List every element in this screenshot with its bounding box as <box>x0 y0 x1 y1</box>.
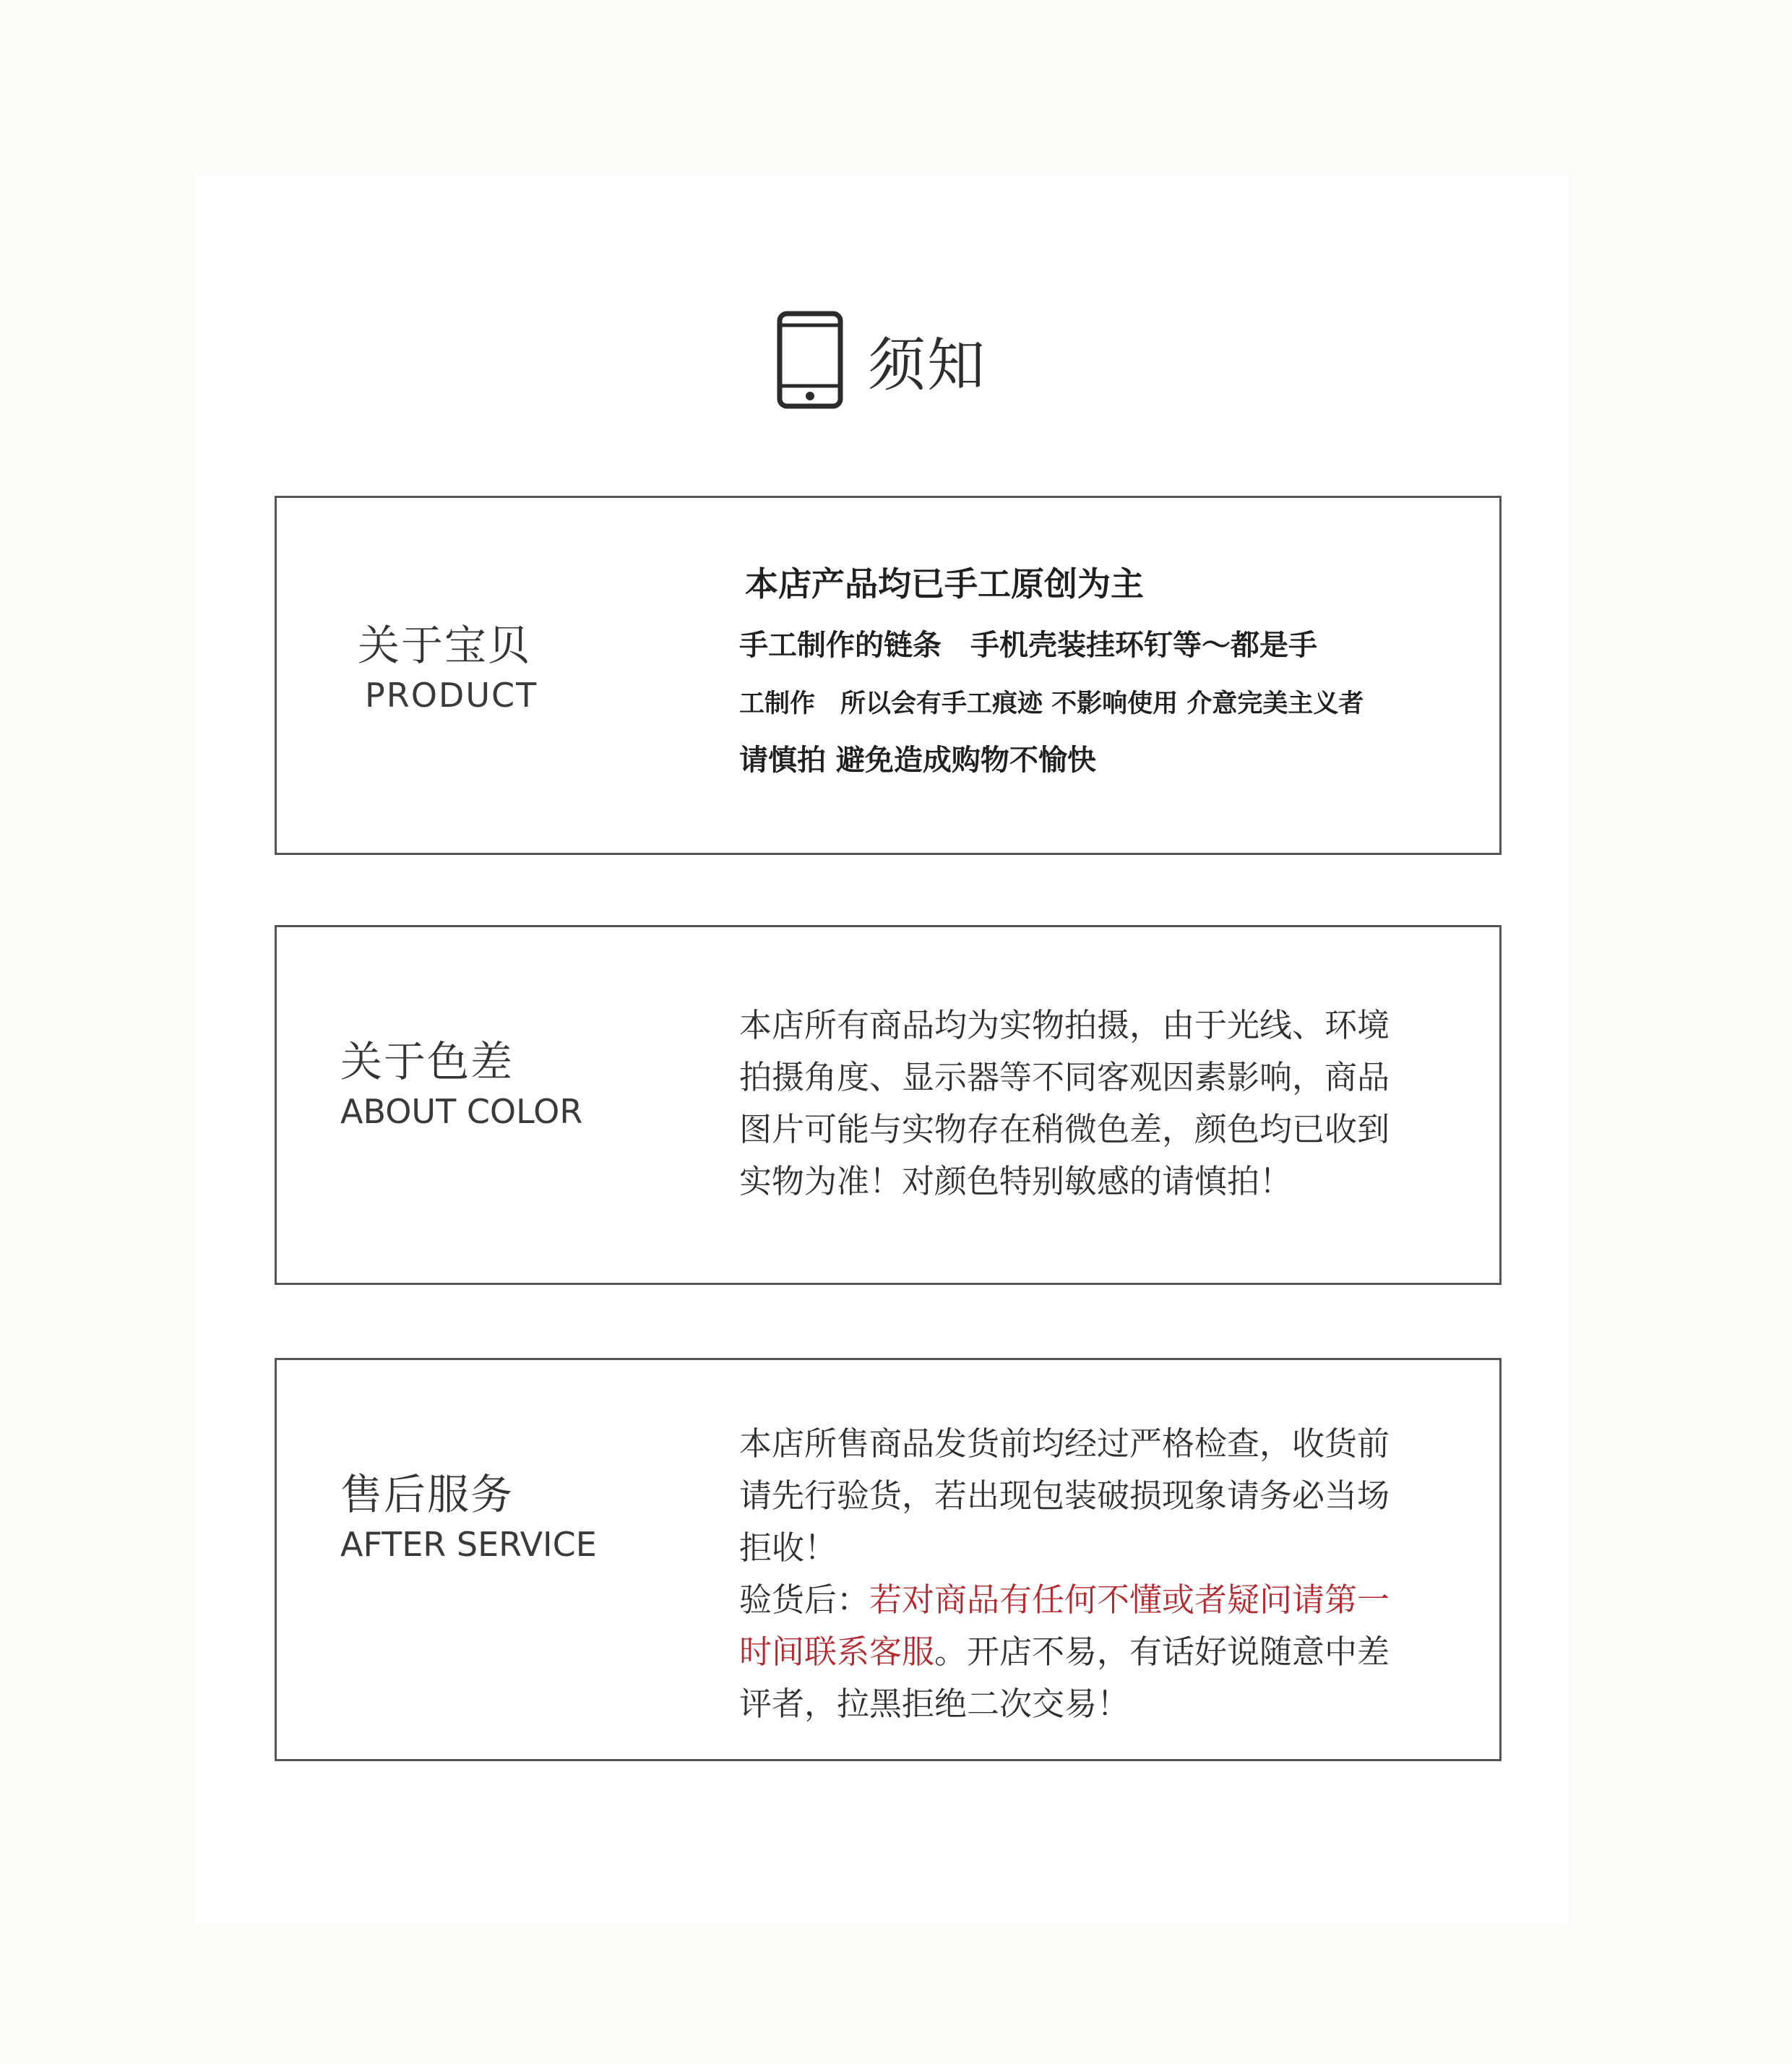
product-title-cn: 关于宝贝 <box>358 621 532 670</box>
product-line: 工制作 所以会有手工痕迹 不影响使用 介意完美主义者 <box>739 689 1364 718</box>
service-title-cn: 售后服务 <box>340 1470 514 1519</box>
color-label <box>340 1037 582 1133</box>
service-line-text: 。开店不易，有话好说随意中差 <box>934 1633 1390 1671</box>
color-line: 拍摄角度、显示器等不同客观因素影响，商品 <box>739 1058 1390 1096</box>
product-line: 请慎拍 避免造成购物不愉快 <box>739 744 1096 777</box>
service-highlight-text: 时间联系客服 <box>739 1633 935 1671</box>
product-title-en: PRODUCT <box>365 675 538 715</box>
product-line: 手工制作的链条 手机壳装挂环钉等～都是手 <box>739 629 1317 662</box>
service-title-en: AFTER SERVICE <box>340 1524 597 1564</box>
product-line: 本店产品均已手工原创为主 <box>745 564 1144 603</box>
product-text <box>739 563 1462 780</box>
product-section <box>275 496 1502 855</box>
color-text <box>739 999 1462 1208</box>
phone-icon <box>777 311 843 409</box>
header-title: 须知 <box>868 331 986 399</box>
service-highlight-text: 若对商品有任何不懂或者疑问请第一 <box>869 1581 1390 1619</box>
product-label <box>358 621 538 717</box>
service-line <box>739 1574 1462 1626</box>
color-title-en: ABOUT COLOR <box>340 1091 583 1131</box>
service-line: 请先行验货，若出现包装破损现象请务必当场 <box>739 1476 1390 1515</box>
service-line: 评者，拉黑拒绝二次交易！ <box>739 1685 1130 1723</box>
service-line: 本店所售商品发货前均经过严格检查，收货前 <box>739 1424 1390 1463</box>
color-line: 本店所有商品均为实物拍摄，由于光线、环境 <box>739 1006 1390 1044</box>
service-section <box>275 1358 1502 1761</box>
color-line: 图片可能与实物存在稍微色差，颜色均已收到 <box>739 1110 1390 1148</box>
service-line <box>739 1626 1462 1678</box>
notice-header <box>195 309 1568 410</box>
notice-page <box>195 175 1568 1924</box>
service-inspection-prefix: 验货后： <box>739 1581 870 1619</box>
color-line: 实物为准！对颜色特别敏感的请慎拍！ <box>739 1162 1293 1200</box>
service-label <box>340 1470 597 1566</box>
color-title-cn: 关于色差 <box>340 1037 514 1086</box>
service-text <box>739 1418 1462 1730</box>
service-line: 拒收！ <box>739 1528 837 1567</box>
color-section <box>275 925 1502 1285</box>
